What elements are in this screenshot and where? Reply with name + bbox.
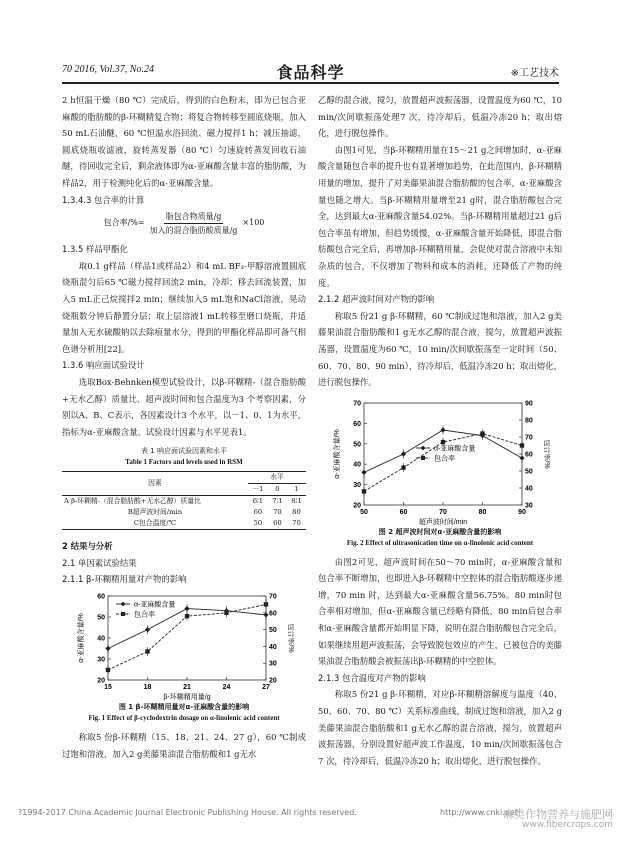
y2-tick-label: 20 <box>269 677 277 685</box>
y2-tick-label: 60 <box>525 451 533 459</box>
y2-tick-label: 30 <box>269 660 277 668</box>
y-tick-label: 40 <box>353 461 361 469</box>
plot-frame <box>364 403 522 505</box>
table-value-cell: 70 <box>273 508 282 517</box>
left-column <box>62 92 306 762</box>
y-tick-label: 30 <box>97 656 105 664</box>
table-value-cell: 60 <box>253 508 263 517</box>
page-number-volume: 70 2016, Vol.37, No.24 <box>62 64 154 75</box>
x-tick-label: 15 <box>104 684 112 692</box>
legend-label: α-亚麻酸含量 <box>434 445 476 453</box>
table-caption: 表 1 响应面试验因素和水平 <box>141 447 227 456</box>
legend-marker <box>121 612 125 616</box>
table-value-cell: 8∶1 <box>291 497 302 506</box>
formula-numerator: 脂包合物质量/g <box>164 210 224 224</box>
x-tick-label: 27 <box>262 684 270 692</box>
y2-tick-label: 70 <box>269 593 277 601</box>
table-value-cell: 80 <box>292 508 301 517</box>
y-tick-label: 60 <box>97 593 105 601</box>
formula-fraction <box>148 210 240 237</box>
table-factor-cell: A β-环糊精-（混合脂肪酸+无水乙醇）质量比 <box>64 497 201 506</box>
x-tick-label: 90 <box>518 508 526 516</box>
paragraph: 由图1可见，当β-环糊精用量在15～21 g之间增加时，α-亚麻酸含量随包合率的提升也有显著增加趋势，在此范围内，β-环糊精用量的增加，提升了对美藤果油混合脂肪酸的包合率，α-亚麻酸含量也随之增大。当β-环糊精用量增至21 g时，混合脂肪酸包合完全，达到最大α-亚麻酸含量54.02%。当β-环糊精用量超过21 g后包合率虽有增加，但趋势缓慢，α-亚麻酸含量开始降低，即混合脂肪酸包合完全后，再增加β-环糊精用量，会促使对混合溶液中未知杂质的包合，不仅增加了物料和成本的消耗，还降低了产物的纯度。 <box>318 144 562 288</box>
y2-tick-label: 70 <box>525 434 533 442</box>
section-label: ※工艺技术 <box>510 68 559 79</box>
legend-label: α-亚麻酸含量 <box>134 601 176 609</box>
x-axis-label: 超声波时间/min <box>418 518 468 526</box>
formula-denominator: 加入的混合脂肪酸质量/g <box>149 226 238 236</box>
y-tick-label: 50 <box>353 440 361 448</box>
table-level-cell: 1 <box>287 484 306 496</box>
x-tick-label: 80 <box>478 508 487 516</box>
x-tick-label: 70 <box>439 508 447 516</box>
y-tick-label: 60 <box>353 420 361 428</box>
table-level-cell: 0 <box>268 484 287 496</box>
table-factor-cell: B超声波时间/min <box>127 508 183 517</box>
watermark-url: www.fibercrops.com <box>522 820 613 830</box>
formula-rhs: ×100 <box>242 218 265 228</box>
legend-marker <box>421 456 425 460</box>
x-tick-label: 60 <box>399 508 408 516</box>
section-heading: 2.1.2 超声波时间对产物的影响 <box>318 294 435 305</box>
y2-tick-label: 40 <box>525 485 533 493</box>
copyright-text: ?1994-2017 China Academic Journal Electronic Publishing House. All rights reserved. <box>18 808 357 817</box>
y2-tick-label: 30 <box>525 502 533 510</box>
paragraph: 乙醇的混合液，搅匀，放置超声波振荡器，设置温度为60 ℃，10 min/次间歇振荡处理7 次，待冷却后，低温冷冻20 h；取出熔化，进行脱包操作。 <box>318 95 562 139</box>
y2-axis-label: 包合率/% <box>287 623 294 653</box>
y2-tick-label: 80 <box>525 417 533 425</box>
paragraph: 取0.1 g样品（样品1或样品2）和4 mL BF₃-甲醇溶液置圆底烧瓶混匀后65 ℃磁力搅拌回流2 min，冷却；移去回流装置，加入5 mL正己烷搅拌2 min；继续加入5 mL饱和NaCl溶液，晃动烧瓶数分钟后静置分层；取上层溶液1 mL转移至磨口烧瓶，并适量加入无水硫酸钠以去除痕量水分，得到的甲酯化样品即可备气相色谱分析用[22]。 <box>62 260 306 354</box>
paragraph: 称取5 份21 g β-环糊精，对应β-环糊精溶解度与温度（40、50、60、70、80 ℃）关系标准曲线，制成过饱和溶液，加入2 g美藤果油混合脂肪酸和1 g无水乙醇的混合溶液，搅匀，放置超声波振荡器，分别设置好超声波工作温度，10 min/次间歇振荡包合7 次，待冷却后，低温冷冻20 h；取出熔化，进行脱包操作。 <box>318 689 562 766</box>
paragraph: 称取5 份β-环糊精（15、18、21、24、27 g），60 ℃制成过饱和溶液，加入2 g美藤果油混合脂肪酸和1 g无水 <box>62 732 306 759</box>
x-tick-label: 24 <box>222 684 231 692</box>
figure-caption-en: Fig. 2 Effect of ultrasonication time on α-linolenic acid content <box>346 538 534 547</box>
table-value-cell: 7∶1 <box>272 497 283 506</box>
table-value-cell: 60 <box>268 518 287 530</box>
right-column <box>318 92 562 769</box>
table-row <box>62 496 306 508</box>
y2-tick-label: 90 <box>525 400 533 408</box>
y2-tick-label: 40 <box>269 643 277 651</box>
table-row <box>62 507 306 518</box>
x-axis-label: β-环糊精用量/g <box>163 694 211 702</box>
figure-1-chart <box>74 590 294 702</box>
formula-lhs: 包合率/%= <box>103 218 145 228</box>
y-tick-label: 20 <box>353 502 361 510</box>
y-axis-label: α-亚麻酸含量/% <box>334 428 341 479</box>
y2-axis-label: 包合率/% <box>543 439 550 469</box>
table-factor-cell: C包合温度/℃ <box>62 518 248 530</box>
y-tick-label: 50 <box>97 614 105 622</box>
section-heading: 1.3.5 样品甲酯化 <box>62 244 128 255</box>
section-heading: 1.3.6 响应面试验设计 <box>62 360 145 371</box>
paragraph: 称取5 份21 g β-环糊精，60 ℃制成过饱和溶液，加入2 g美藤果油混合脂肪酸和1 g无水乙醇的混合液，搅匀，放置超声波振荡器，设置温度为60 ℃，10 min/次间歇振荡至一定时间（50、60、70、80、90 min），待冷却后，低温冷冻20 h；取出熔化，进行脱包操作。 <box>318 310 562 388</box>
section-heading: 2 结果与分析 <box>62 541 113 552</box>
figure-caption-en: Fig. 1 Effect of β-cyclodextrin dosage on α-linolenic acid content <box>88 714 280 723</box>
y2-tick-label: 60 <box>269 610 277 618</box>
paragraph: 由图2可见，超声波时间在50～70 min时，α-亚麻酸含量和包合率不断增加，也即进入β-环糊精中空腔体的混合脂肪酸逐步递增，70 min 时，达到最大α-亚麻酸含量56.75%。80 min时包合率相对增加，但α-亚麻酸含量已经略有降低，80 min后包合率和α-亚麻酸含量都开始明显下降，说明在混合脂肪酸包合完全后，如果继续用超声波振荡，会导致脱包效应的产生，已被包合的美藤果油混合脂肪酸会被振荡出β-环糊精的中空腔体。 <box>318 556 562 667</box>
y-axis-label: α-亚麻酸含量/% <box>78 613 85 663</box>
section-heading: 2.1 单因素试验结果 <box>62 557 137 568</box>
cnki-link[interactable]: http://www.cnki.net <box>440 808 518 817</box>
figure-caption: 图 1 β-环糊精用量对α-亚麻酸含量的影响 <box>118 703 250 712</box>
x-tick-label: 18 <box>143 684 152 692</box>
y-tick-label: 70 <box>353 400 361 408</box>
legend-marker <box>121 602 126 607</box>
paragraph: 2 h恒温干燥（80 ℃）完成后，得到的白色粉末，即为已包合亚麻酸的脂肪酸的β-环糊精复合物；将复合物转移至圆底烧瓶，加入50 mL石油醚，60 ℃恒温水浴回流、磁力搅拌1 h；减压抽滤，圆底烧瓶收滤液，旋转蒸发器（80 ℃）匀速旋转蒸发回收石油醚，待回收完全后，剩余液体即为α-亚麻酸含量丰富的脂肪酸，为样品2，用于检测纯化后的α-亚麻酸含量。 <box>62 95 306 188</box>
table-row <box>62 518 306 530</box>
table-caption-en: Table 1 Factors and levels used in RSM <box>125 458 243 467</box>
journal-title: 食品科学 <box>276 63 345 82</box>
table-value-cell: 70 <box>287 518 306 530</box>
formula <box>62 210 306 237</box>
table-header-factor: 因素 <box>62 472 248 496</box>
paragraph: 选取Box-Behnken模型试验设计，以β-环糊精-（混合脂肪酸+无水乙醇）质量比、超声波时间和包合温度为3 个考察因素，分别以A、B、C表示，各因素设计3 个水平，以－1、0、1为水平，指标为α-亚麻酸含量。试验设计因素与水平见表1。 <box>62 376 306 437</box>
page-header <box>62 60 559 84</box>
table-level-cell: －1 <box>248 484 268 496</box>
figure-2-chart <box>330 397 550 527</box>
y2-tick-label: 50 <box>525 468 533 476</box>
table-value-cell: 50 <box>248 518 268 530</box>
x-tick-label: 21 <box>183 684 191 692</box>
legend-label: 包合率 <box>134 611 155 619</box>
y-tick-label: 20 <box>97 677 105 685</box>
y-tick-label: 30 <box>353 481 361 489</box>
legend-label: 包合率 <box>434 455 455 463</box>
factors-table <box>62 471 306 530</box>
table-header-level: 水平 <box>248 472 306 484</box>
figure-caption: 图 2 超声波时间对α-亚麻酸含量的影响 <box>378 527 502 536</box>
y2-tick-label: 50 <box>269 627 277 635</box>
section-heading: 1.3.4.3 包合率的计算 <box>62 194 145 205</box>
section-heading: 2.1.1 β-环糊精用量对产物的影响 <box>62 574 187 585</box>
section-heading: 2.1.3 包合温度对产物的影响 <box>318 672 426 683</box>
x-tick-label: 50 <box>360 508 368 516</box>
y-tick-label: 40 <box>97 635 105 643</box>
table-value-cell: 6∶1 <box>252 497 264 506</box>
legend-marker <box>421 445 426 450</box>
watermark-title: 麻类作物营养与施肥网 <box>503 808 613 821</box>
